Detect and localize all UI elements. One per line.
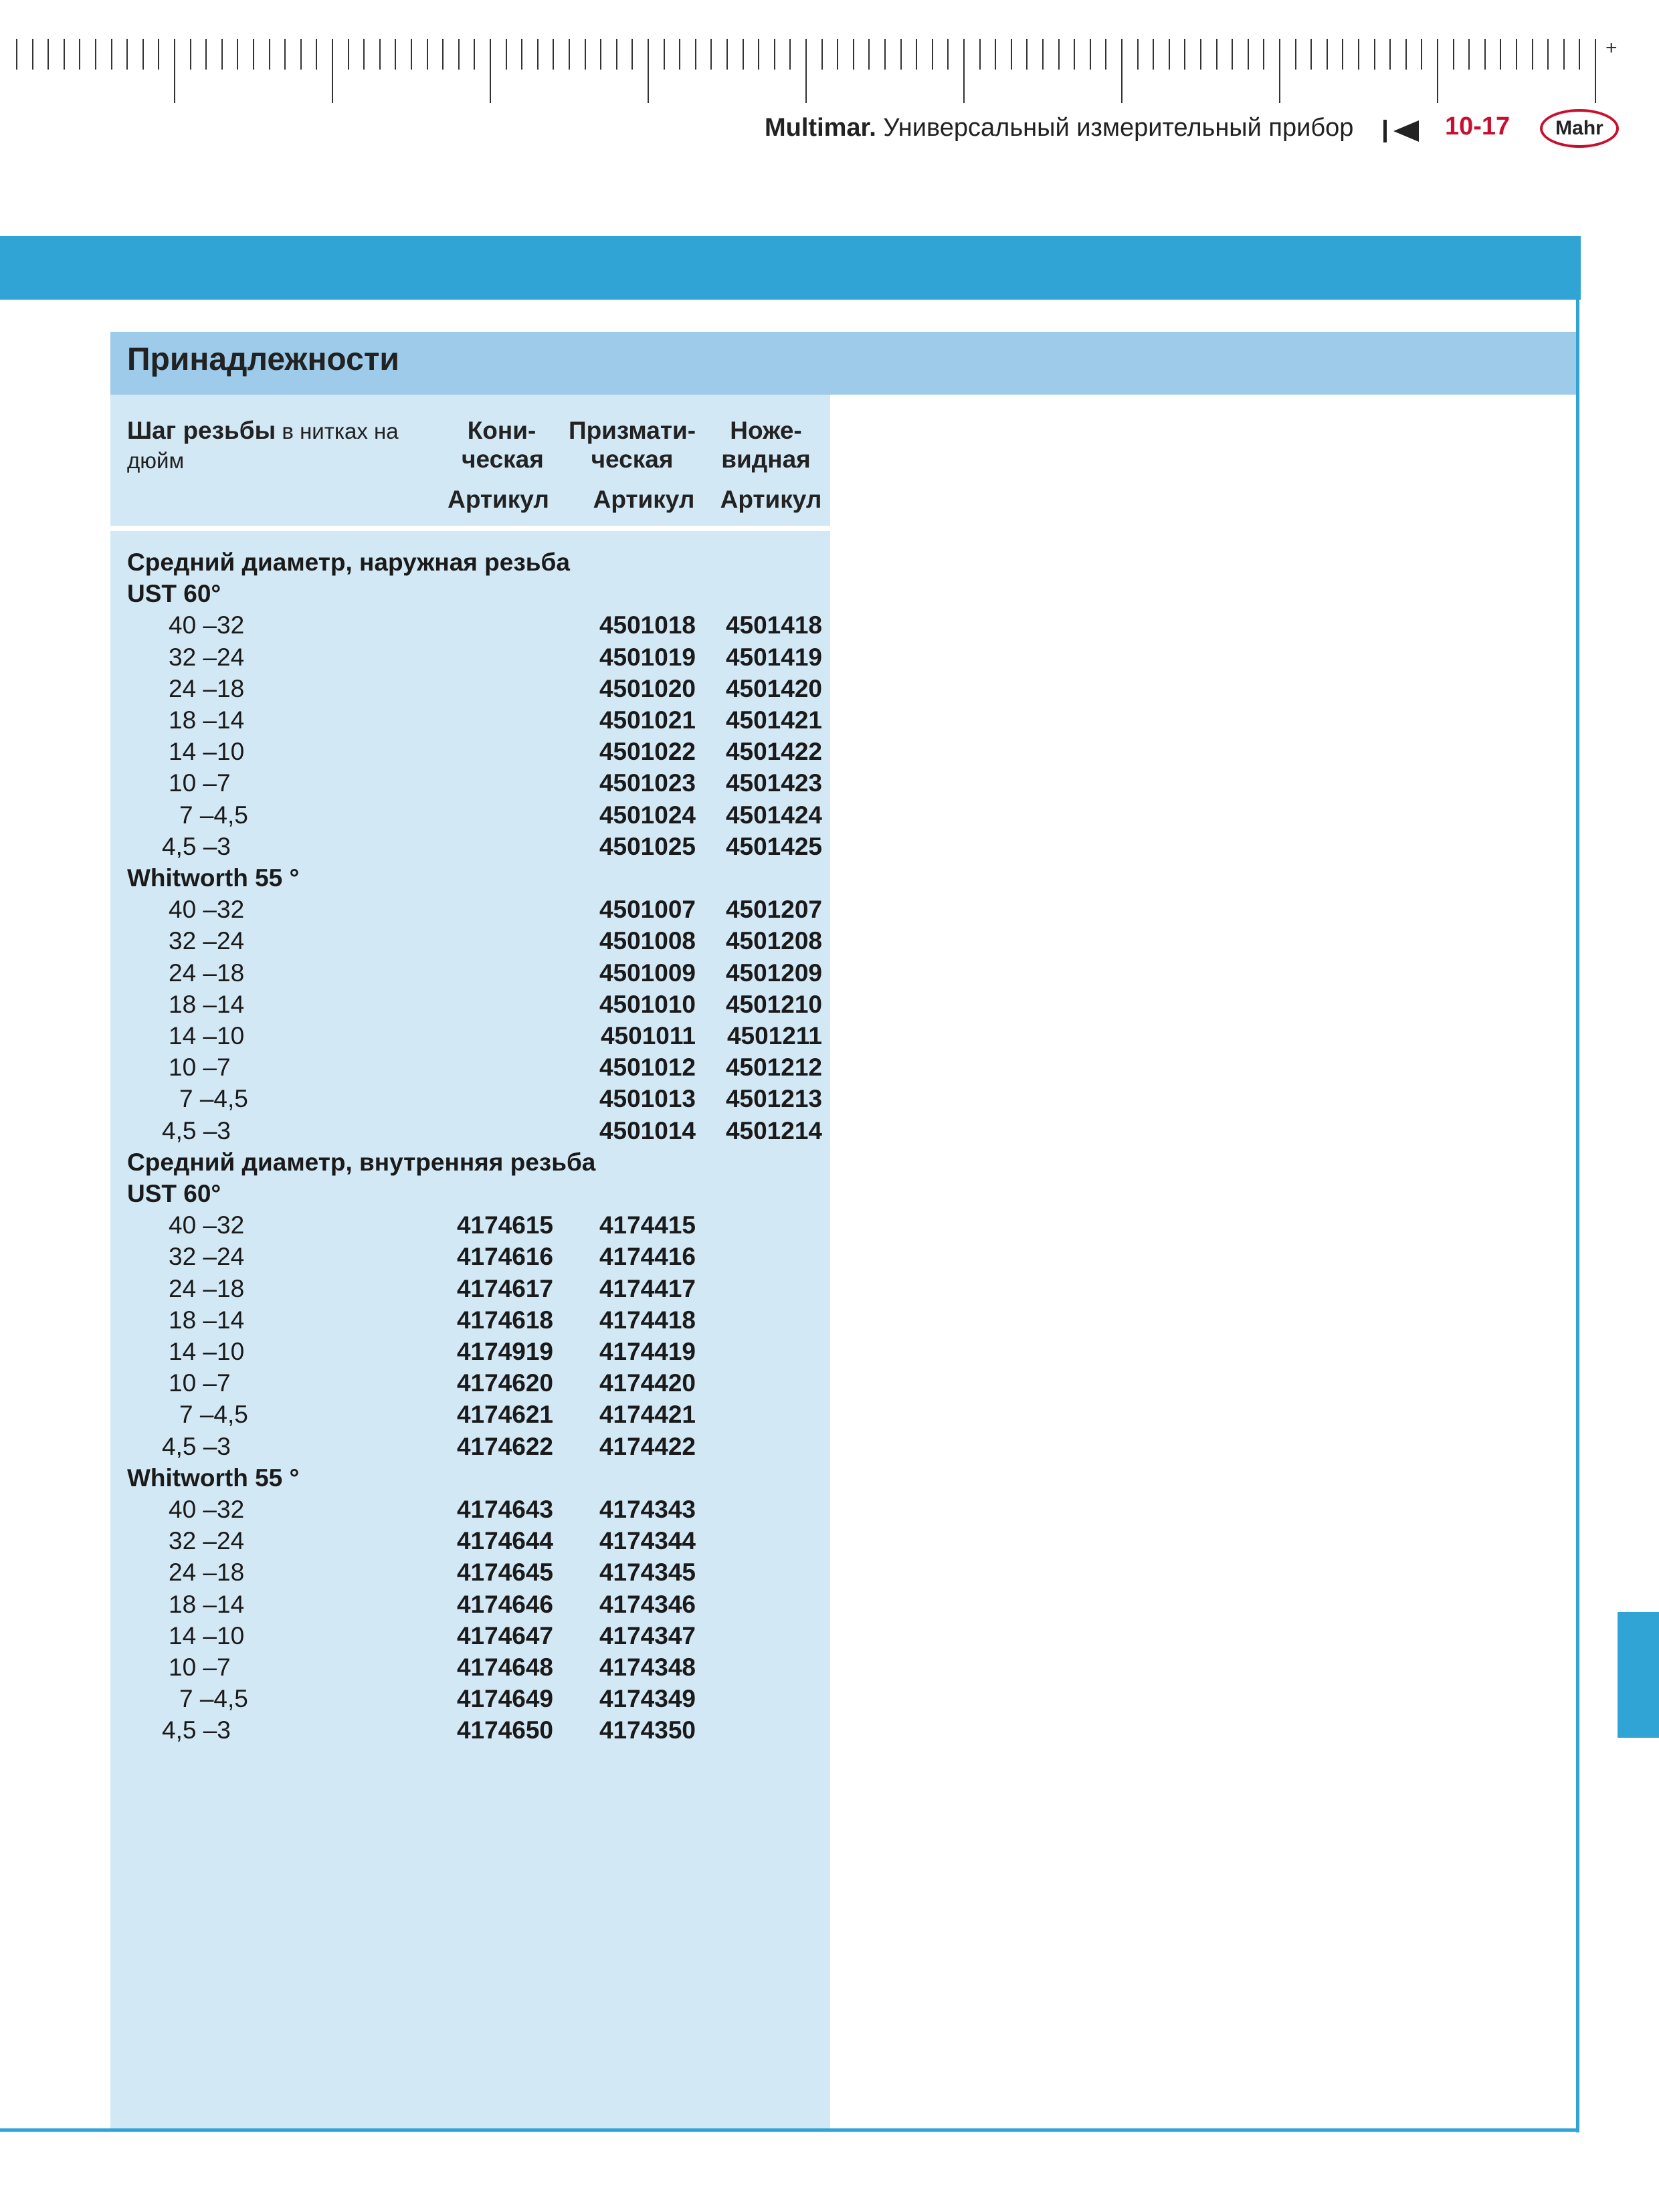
ruler-tick (142, 39, 144, 70)
ruler-tick (932, 39, 933, 70)
thread-pitch-cell: 24 –18 (169, 1559, 245, 1587)
article-number-cell: 4174644 (456, 1527, 553, 1555)
ruler-tick (111, 39, 112, 70)
article-number-cell: 4174415 (599, 1211, 696, 1239)
col-header-knife-l1: Ноже- (730, 417, 802, 444)
article-number-cell: 4501020 (599, 674, 696, 702)
article-number-cell: 4501011 (600, 1022, 696, 1049)
ruler-tick (947, 39, 949, 70)
ruler-tick (1263, 39, 1264, 70)
ruler-tick (1405, 39, 1407, 70)
ruler-tick (963, 39, 965, 103)
ruler-tick (427, 39, 428, 70)
article-number-cell: 4501207 (725, 896, 822, 924)
thread-pitch-cell: 18 –14 (169, 1590, 245, 1618)
mahr-logo (1540, 109, 1619, 148)
ruler-tick (569, 39, 570, 70)
article-number-cell: 4501024 (599, 801, 696, 829)
thread-pitch-cell: 40 –32 (169, 896, 245, 924)
bottom-border-line (0, 2128, 1579, 2132)
ruler-tick (1279, 39, 1280, 103)
col-header-prismatic-l1: Призмати- (568, 417, 696, 444)
article-number-cell: 4174620 (456, 1369, 553, 1397)
page-number: 10-17 (1445, 112, 1510, 140)
ruler-tick (237, 39, 238, 70)
thread-pitch-cell: 7 –4,5 (179, 1085, 248, 1113)
article-number-cell: 4501210 (725, 990, 822, 1018)
ruler-tick (458, 39, 460, 70)
col-header-knife (716, 416, 816, 474)
table-category-row: Whitworth 55 ° (127, 864, 300, 892)
ruler-tick (805, 39, 807, 103)
ruler-tick (853, 39, 854, 70)
registration-mark-icon: + (1605, 37, 1618, 59)
ruler-tick (174, 39, 175, 103)
thread-pitch-cell: 18 –14 (169, 990, 245, 1018)
thread-pitch-cell: 10 –7 (169, 1369, 231, 1397)
thread-pitch-cell: 10 –7 (169, 1653, 231, 1681)
ruler-tick (79, 39, 80, 70)
thread-pitch-cell: 32 –24 (169, 927, 245, 955)
ruler-tick (1042, 39, 1044, 70)
ruler-tick (664, 39, 665, 70)
ruler-tick (1389, 39, 1391, 70)
ruler-tick (1516, 39, 1517, 70)
col-header-conical-l1: Кони- (467, 417, 536, 444)
article-number-cell: 4501424 (725, 801, 822, 829)
section-title: Принадлежности (127, 342, 399, 377)
article-number-cell: 4174348 (599, 1653, 696, 1681)
ruler-tick (1121, 39, 1123, 103)
back-arrow-icon[interactable] (1383, 115, 1419, 147)
article-number-cell: 4501009 (599, 959, 696, 987)
ruler-tick (379, 39, 381, 70)
thread-pitch-cell: 7 –4,5 (179, 1401, 248, 1429)
ruler-tick (474, 39, 475, 70)
article-number-cell: 4174419 (599, 1338, 696, 1365)
article-number-cell: 4174617 (456, 1274, 553, 1302)
thread-pitch-cell: 4,5 –3 (162, 1116, 231, 1144)
ruler-tick (316, 39, 317, 70)
ruler-tick (395, 39, 396, 70)
ruler-tick (253, 39, 254, 70)
ruler-tick (916, 39, 917, 70)
article-number-cell: 4501008 (599, 927, 696, 955)
ruler-tick (1342, 39, 1343, 70)
col-header-prismatic (565, 416, 699, 474)
ruler-tick (363, 39, 365, 70)
ruler-tick (1453, 39, 1454, 70)
article-number-cell: 4174346 (599, 1590, 696, 1618)
article-number-cell: 4501419 (725, 643, 822, 671)
top-color-band (0, 236, 1581, 300)
ruler-tick (32, 39, 33, 70)
article-number-cell: 4501421 (725, 706, 822, 734)
article-number-cell: 4174645 (456, 1559, 553, 1587)
ruler-tick (900, 39, 902, 70)
thread-pitch-cell: 10 –7 (169, 1053, 231, 1082)
article-number-cell: 4174350 (599, 1716, 696, 1744)
col-header-article-3: Артикул (720, 486, 822, 513)
ruler-tick (1248, 39, 1249, 70)
ruler-tick (47, 39, 49, 70)
thread-pitch-cell: 24 –18 (169, 674, 245, 702)
ruler-tick (1437, 39, 1438, 103)
ruler-tick (537, 39, 539, 70)
thread-pitch-cell: 32 –24 (169, 1527, 245, 1555)
col-header-conical-l2: ческая (462, 445, 544, 473)
ruler-tick (1184, 39, 1185, 70)
article-number-cell: 4174343 (599, 1496, 696, 1523)
ruler-tick (1532, 39, 1533, 70)
ruler-tick (190, 39, 191, 70)
ruler-tick (1547, 39, 1549, 70)
ruler-tick (695, 39, 696, 70)
ruler-tick (758, 39, 759, 70)
ruler-tick (1200, 39, 1201, 70)
article-number-cell: 4501021 (599, 706, 696, 734)
ruler-tick (1026, 39, 1028, 70)
article-number-cell: 4174420 (599, 1369, 696, 1397)
thread-pitch-cell: 4,5 –3 (162, 832, 231, 860)
article-number-cell: 4174647 (456, 1621, 553, 1649)
thread-pitch-cell: 18 –14 (169, 1306, 245, 1334)
article-number-cell: 4174649 (456, 1685, 553, 1713)
table-category-row: Средний диаметр, внутренняя резьба (127, 1148, 596, 1176)
ruler-tick (1484, 39, 1486, 70)
ruler-tick (710, 39, 712, 70)
article-number-cell: 4501023 (599, 769, 696, 797)
thread-pitch-cell: 40 –32 (169, 1496, 245, 1523)
thread-pitch-cell: 32 –24 (169, 643, 245, 671)
ruler-tick (631, 39, 633, 70)
article-number-cell: 4174616 (456, 1243, 553, 1271)
table-header-divider (110, 526, 830, 531)
thread-pitch-cell: 40 –32 (169, 611, 245, 639)
thread-pitch-cell: 32 –24 (169, 1243, 245, 1271)
table-category-row: UST 60° (127, 1180, 221, 1207)
ruler-tick (411, 39, 412, 70)
article-number-cell: 4501420 (725, 674, 822, 702)
ruler-tick (868, 39, 870, 70)
thread-pitch-cell: 24 –18 (169, 1274, 245, 1302)
col-header-prismatic-l2: ческая (591, 445, 674, 473)
table-category-row: Whitworth 55 ° (127, 1464, 300, 1492)
col-header-conical (462, 416, 542, 474)
article-number-cell: 4501211 (726, 1022, 822, 1049)
thread-pitch-cell: 14 –10 (169, 1621, 245, 1649)
ruler-tick (1011, 39, 1012, 70)
article-number-cell: 4174347 (599, 1621, 696, 1649)
ruler-tick (1074, 39, 1075, 70)
ruler-tick (16, 39, 17, 70)
article-number-cell: 4501018 (599, 611, 696, 639)
logo-text: Mahr (1555, 117, 1603, 139)
ruler-tick (679, 39, 680, 70)
thread-pitch-cell: 10 –7 (169, 769, 231, 797)
article-number-cell: 4501423 (725, 769, 822, 797)
ruler-tick (585, 39, 586, 70)
col-header-pitch-rest: в нитках на дюйм (127, 419, 399, 473)
col-header-article-1: Артикул (448, 486, 549, 513)
article-number-cell: 4174621 (456, 1401, 553, 1429)
col-header-pitch-bold: Шаг резьбы (127, 417, 276, 444)
article-number-cell: 4174622 (456, 1432, 553, 1460)
article-number-cell: 4501425 (725, 832, 822, 860)
ruler-tick (1137, 39, 1139, 70)
article-number-cell: 4501212 (725, 1053, 822, 1082)
article-number-cell: 4174421 (599, 1401, 696, 1429)
ruler-tick (1374, 39, 1375, 70)
ruler-tick (1105, 39, 1106, 70)
ruler-tick (743, 39, 744, 70)
ruler-tick (506, 39, 507, 70)
ruler-tick (600, 39, 601, 70)
table-category-row: Средний диаметр, наружная резьба (127, 548, 570, 576)
ruler-tick (837, 39, 838, 70)
article-number-cell: 4174615 (456, 1211, 553, 1239)
col-header-knife-l2: видная (721, 445, 811, 473)
ruler-tick (1595, 39, 1596, 103)
ruler-tick (553, 39, 554, 70)
thread-pitch-cell: 14 –10 (169, 738, 245, 766)
thread-pitch-cell: 24 –18 (169, 959, 245, 987)
article-number-cell: 4501025 (599, 832, 696, 860)
thread-pitch-cell: 4,5 –3 (162, 1432, 231, 1460)
ruler-tick (821, 39, 823, 70)
ruler-tick (490, 39, 491, 103)
thread-pitch-cell: 18 –14 (169, 706, 245, 734)
ruler-tick (158, 39, 159, 70)
header-title (765, 114, 1353, 142)
article-number-cell: 4174418 (599, 1306, 696, 1334)
right-border-line (1576, 236, 1579, 2132)
ruler-scale (0, 0, 1659, 114)
article-number-cell: 4174349 (599, 1685, 696, 1713)
ruler-tick (1295, 39, 1296, 70)
article-number-cell: 4174416 (599, 1243, 696, 1271)
ruler-tick (442, 39, 444, 70)
ruler-tick (1500, 39, 1501, 70)
ruler-tick (284, 39, 286, 70)
article-number-cell: 4174618 (456, 1306, 553, 1334)
ruler-tick (1169, 39, 1170, 70)
article-number-cell: 4501012 (599, 1053, 696, 1082)
article-number-cell: 4174648 (456, 1653, 553, 1681)
article-number-cell: 4501209 (725, 959, 822, 987)
ruler-tick (1090, 39, 1091, 70)
article-number-cell: 4501214 (725, 1116, 822, 1144)
ruler-tick (648, 39, 649, 103)
article-number-cell: 4174417 (599, 1274, 696, 1302)
thread-pitch-cell: 7 –4,5 (179, 801, 248, 829)
ruler-tick (884, 39, 886, 70)
article-number-cell: 4501208 (725, 927, 822, 955)
ruler-tick (205, 39, 207, 70)
article-number-cell: 4174345 (599, 1559, 696, 1587)
ruler-tick (616, 39, 617, 70)
article-number-cell: 4501422 (725, 738, 822, 766)
thread-pitch-cell: 7 –4,5 (179, 1685, 248, 1713)
ruler-tick (269, 39, 270, 70)
article-number-cell: 4501013 (599, 1085, 696, 1113)
chapter-side-tab[interactable] (1618, 1612, 1659, 1738)
article-number-cell: 4174643 (456, 1496, 553, 1523)
article-number-cell: 4174422 (599, 1432, 696, 1460)
ruler-tick (126, 39, 128, 70)
ruler-tick (1058, 39, 1060, 70)
ruler-tick (348, 39, 349, 70)
ruler-tick (1421, 39, 1422, 70)
article-number-cell: 4501213 (725, 1085, 822, 1113)
article-number-cell: 4501010 (599, 990, 696, 1018)
ruler-tick (1468, 39, 1470, 70)
col-header-article-2: Артикул (593, 486, 695, 513)
ruler-tick (95, 39, 96, 70)
ruler-tick (789, 39, 791, 70)
ruler-tick (1232, 39, 1233, 70)
ruler-tick (221, 39, 223, 70)
ruler-tick (979, 39, 981, 70)
header-subtitle: Универсальный измерительный прибор (883, 114, 1354, 142)
ruler-tick (1310, 39, 1312, 70)
ruler-tick (521, 39, 522, 70)
article-number-cell: 4501019 (599, 643, 696, 671)
article-number-cell: 4174344 (599, 1527, 696, 1555)
ruler-tick (726, 39, 728, 70)
thread-pitch-cell: 14 –10 (169, 1338, 245, 1365)
ruler-tick (1358, 39, 1359, 70)
article-number-cell: 4174646 (456, 1590, 553, 1618)
article-number-cell: 4501007 (599, 896, 696, 924)
thread-pitch-cell: 4,5 –3 (162, 1716, 231, 1744)
article-number-cell: 4501014 (599, 1116, 696, 1144)
ruler-tick (774, 39, 775, 70)
col-header-pitch (127, 416, 421, 475)
thread-pitch-cell: 14 –10 (169, 1022, 245, 1049)
ruler-tick (1579, 39, 1580, 70)
ruler-tick (1216, 39, 1217, 70)
table-category-row: UST 60° (127, 580, 221, 608)
ruler-tick (332, 39, 333, 103)
article-number-cell: 4174919 (456, 1338, 553, 1365)
header-brand: Multimar. (765, 114, 876, 142)
ruler-tick (1153, 39, 1154, 70)
ruler-tick (300, 39, 302, 70)
ruler-tick (995, 39, 996, 70)
ruler-tick (1327, 39, 1328, 70)
ruler-tick (64, 39, 65, 70)
ruler-tick (1563, 39, 1565, 70)
thread-pitch-cell: 40 –32 (169, 1211, 245, 1239)
article-number-cell: 4501418 (725, 611, 822, 639)
article-number-cell: 4501022 (599, 738, 696, 766)
article-number-cell: 4174650 (456, 1716, 553, 1744)
